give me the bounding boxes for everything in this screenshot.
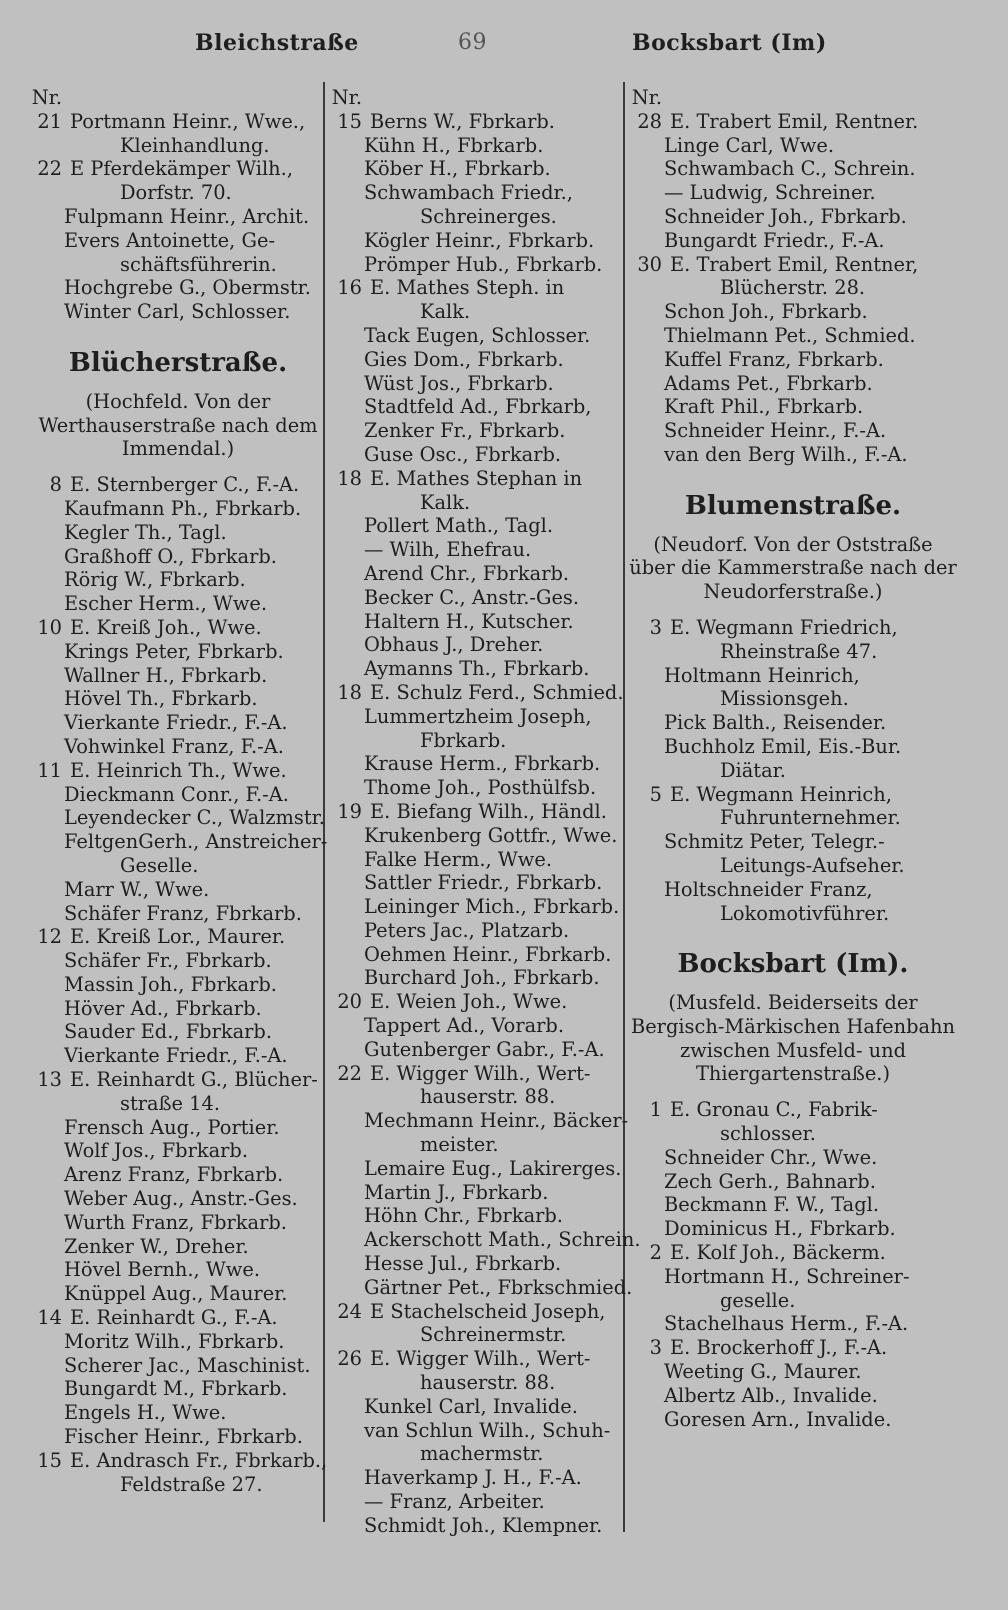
- entry-continuation: Leitungs-Aufseher.: [720, 853, 905, 877]
- resident-entry: Prömper Hub., Fbrkarb.: [364, 252, 603, 276]
- entry-line: [628, 1098, 958, 1122]
- resident-entry: Beckmann F. W., Tagl.: [664, 1193, 879, 1217]
- spacer: [628, 604, 958, 616]
- entry-line: [28, 1306, 328, 1330]
- resident-entry: Wüst Jos., Fbrkarb.: [364, 371, 554, 395]
- house-number: Nr.: [331, 86, 362, 109]
- entry-continuation: Kleinhandlung.: [120, 133, 270, 157]
- resident-entry: Gärtner Pet., Fbrkschmied.: [364, 1275, 633, 1299]
- house-number: Nr.: [631, 86, 662, 109]
- resident-entry: Weeting G., Maurer.: [664, 1360, 862, 1384]
- street-description: (Neudorf. Von der Oststraße über die Kammerstraße nach der Neudorferstraße.): [629, 532, 957, 604]
- resident-entry: Gutenberger Gabr., F.-A.: [364, 1037, 605, 1061]
- resident-entry: Lemaire Eug., Lakirerges.: [364, 1156, 622, 1180]
- entry-text: E. Wegmann Heinrich,: [670, 782, 892, 806]
- house-number: 22: [337, 1061, 362, 1085]
- resident-entry: Schneider Heinr., F.-A.: [664, 419, 887, 443]
- resident-entry: van den Berg Wilh., F.-A.: [664, 442, 908, 466]
- resident-entry: Vierkante Friedr., F.-A.: [64, 711, 288, 735]
- resident-entry: Knüppel Aug., Maurer.: [64, 1282, 288, 1306]
- header-left-street: Bleichstraße: [195, 30, 359, 56]
- resident-entry: Kögler Heinr., Fbrkarb.: [364, 228, 595, 252]
- entry-line: [28, 473, 328, 497]
- entry-text: E Pferdekämper Wilh.,: [70, 157, 294, 181]
- resident-entry: Schäfer Fr., Fbrkarb.: [64, 949, 272, 973]
- entry-line: [28, 925, 328, 949]
- entry-text: Portmann Heinr., Wwe.,: [70, 109, 306, 133]
- entry-text: E. Kreiß Joh., Wwe.: [70, 615, 262, 639]
- resident-entry: Goresen Arn., Invalide.: [664, 1407, 892, 1431]
- entry-text: E. Reinhardt G., F.-A.: [70, 1306, 278, 1330]
- resident-entry: Hochgrebe G., Obermstr.: [64, 276, 311, 300]
- entry-text: E. Wigger Wilh., Wert-: [370, 1061, 591, 1085]
- resident-entry: Becker C., Anstr.-Ges.: [364, 585, 580, 609]
- resident-entry: Schon Joh., Fbrkarb.: [664, 300, 868, 324]
- entry-continuation: Geselle.: [120, 853, 199, 877]
- entry-line: [628, 1336, 958, 1360]
- street-description: (Hochfeld. Von der Werthauserstraße nach dem Immendal.): [38, 389, 318, 461]
- resident-entry: Gies Dom., Fbrkarb.: [364, 347, 564, 371]
- spacer: [28, 324, 328, 348]
- resident-entry: Thielmann Pet., Schmied.: [664, 323, 916, 347]
- entry-continuation: Lokomotivführer.: [720, 901, 890, 925]
- house-number: 15: [37, 1448, 62, 1472]
- resident-entry: Kuffel Franz, Fbrkarb.: [664, 347, 884, 371]
- entry-text: E. Kreiß Lor., Maurer.: [70, 925, 286, 949]
- resident-entry: Rörig W., Fbrkarb.: [64, 568, 246, 592]
- resident-entry: Stadtfeld Ad., Fbrkarb,: [364, 395, 592, 419]
- resident-entry: Engels H., Wwe.: [64, 1401, 227, 1425]
- house-number: Nr.: [31, 86, 62, 109]
- entry-continuation: hauserstr. 88.: [420, 1085, 556, 1109]
- house-number: 10: [37, 615, 62, 639]
- entry-continuation: Blücherstr. 28.: [720, 276, 866, 300]
- resident-entry: Escher Herm., Wwe.: [64, 592, 268, 616]
- entry-continuation: Kalk.: [420, 490, 471, 514]
- resident-entry: Wurth Franz, Fbrkarb.: [64, 1210, 287, 1234]
- resident-entry: Schmidt Joh., Klempner.: [364, 1513, 603, 1537]
- resident-entry: Massin Joh., Fbrkarb.: [64, 972, 277, 996]
- resident-entry: Sattler Friedr., Fbrkarb.: [364, 871, 603, 895]
- resident-entry: Winter Carl, Schlosser.: [64, 300, 291, 324]
- entry-line: [628, 110, 958, 134]
- resident-entry: Frensch Aug., Portier.: [64, 1115, 280, 1139]
- resident-entry: Kunkel Carl, Invalide.: [364, 1394, 578, 1418]
- street-heading: Blumenstraße.: [684, 490, 902, 521]
- resident-entry: Krings Peter, Fbrkarb.: [64, 639, 284, 663]
- entry-line: [328, 681, 624, 705]
- resident-entry: Fulpmann Heinr., Archit.: [64, 204, 310, 228]
- entry-line: [328, 86, 624, 110]
- entry-line: [628, 783, 958, 807]
- house-number: 3: [649, 615, 662, 639]
- resident-entry: Oehmen Heinr., Fbrkarb.: [364, 942, 612, 966]
- resident-entry: Martin J., Fbrkarb.: [364, 1180, 549, 1204]
- entry-text: E. Wegmann Friedrich,: [670, 615, 898, 639]
- house-number: 13: [37, 1068, 62, 1092]
- resident-entry: Zenker W., Dreher.: [64, 1234, 249, 1258]
- resident-entry: Tappert Ad., Vorarb.: [364, 1014, 564, 1038]
- house-number: 12: [37, 925, 62, 949]
- resident-entry: Burchard Joh., Fbrkarb.: [364, 966, 600, 990]
- entry-text: E. Schulz Ferd., Schmied.: [370, 680, 624, 704]
- entry-continuation: schlosser.: [720, 1122, 816, 1146]
- entry-line: [28, 157, 328, 181]
- column-3: [628, 86, 958, 1431]
- resident-entry: Vohwinkel Franz, F.-A.: [64, 734, 284, 758]
- entry-continuation: Fbrkarb.: [420, 728, 507, 752]
- header-right-street: Bocksbart (Im): [632, 30, 827, 56]
- resident-entry: Kegler Th., Tagl.: [64, 520, 227, 544]
- spacer: [628, 979, 958, 991]
- house-number: 15: [337, 109, 362, 133]
- entry-text: E Stachelscheid Joseph,: [370, 1299, 606, 1323]
- resident-entry: Sauder Ed., Fbrkarb.: [64, 1020, 273, 1044]
- entry-continuation: meister.: [420, 1133, 499, 1157]
- entry-text: E. Heinrich Th., Wwe.: [70, 758, 287, 782]
- column-2: [328, 86, 641, 1538]
- resident-entry: Marr W., Wwe.: [64, 877, 210, 901]
- resident-entry: Weber Aug., Anstr.-Ges.: [64, 1187, 298, 1211]
- entry-continuation: Feldstraße 27.: [120, 1472, 263, 1496]
- resident-entry: — Wilh, Ehefrau.: [364, 538, 532, 562]
- entry-continuation: Missionsgeh.: [720, 687, 849, 711]
- resident-entry: Aymanns Th., Fbrkarb.: [364, 657, 590, 681]
- entry-continuation: Rheinstraße 47.: [720, 639, 878, 663]
- resident-entry: Evers Antoinette, Ge-: [64, 228, 275, 252]
- entry-continuation: straße 14.: [120, 1091, 221, 1115]
- entry-line: [628, 86, 958, 110]
- column-1: [28, 86, 328, 1496]
- entry-text: E. Mathes Steph. in: [370, 276, 565, 300]
- house-number: 28: [637, 109, 662, 133]
- resident-entry: Wallner H., Fbrkarb.: [64, 663, 268, 687]
- house-number: 14: [37, 1306, 62, 1330]
- resident-entry: Schneider Joh., Fbrkarb.: [664, 204, 907, 228]
- resident-entry: Höver Ad., Fbrkarb.: [64, 996, 262, 1020]
- entry-text: E. Gronau C., Fabrik-: [670, 1098, 878, 1122]
- resident-entry: Kaufmann Ph., Fbrkarb.: [64, 496, 302, 520]
- resident-entry: Haltern H., Kutscher.: [364, 609, 574, 633]
- entry-line: [28, 110, 328, 134]
- house-number: 22: [37, 157, 62, 181]
- house-number: 16: [337, 276, 362, 300]
- resident-entry: Buchholz Emil, Eis.-Bur.: [664, 734, 902, 758]
- resident-entry: Krukenberg Gottfr., Wwe.: [364, 823, 618, 847]
- entry-text: Berns W., Fbrkarb.: [370, 109, 555, 133]
- resident-entry: Schwambach C., Schrein.: [664, 157, 916, 181]
- resident-entry: Lummertzheim Joseph,: [364, 704, 592, 728]
- resident-entry: Zenker Fr., Fbrkarb.: [364, 419, 566, 443]
- resident-entry: Scherer Jac., Maschinist.: [64, 1353, 311, 1377]
- resident-entry: Krause Herm., Fbrkarb.: [364, 752, 601, 776]
- resident-entry: — Franz, Arbeiter.: [364, 1490, 545, 1514]
- resident-entry: Pick Balth., Reisender.: [664, 711, 887, 735]
- house-number: 11: [37, 758, 62, 782]
- entry-text: E. Trabert Emil, Rentner,: [670, 252, 919, 276]
- entry-text: E. Weien Joh., Wwe.: [370, 990, 568, 1014]
- resident-entry: Moritz Wilh., Fbrkarb.: [64, 1329, 285, 1353]
- house-number: 20: [337, 990, 362, 1014]
- spacer: [628, 467, 958, 491]
- entry-line: [628, 616, 958, 640]
- entry-line: [328, 1300, 624, 1324]
- resident-entry: Arenz Franz, Fbrkarb.: [64, 1163, 284, 1187]
- resident-entry: — Ludwig, Schreiner.: [664, 181, 876, 205]
- resident-entry: van Schlun Wilh., Schuh-: [364, 1418, 611, 1442]
- entry-text: E. Brockerhoff J., F.-A.: [670, 1336, 888, 1360]
- resident-entry: FeltgenGerh., Anstreicher-: [64, 830, 328, 854]
- entry-text: E. Biefang Wilh., Händl.: [370, 799, 607, 823]
- street-heading: Bocksbart (Im).: [677, 949, 909, 980]
- entry-line: [328, 110, 624, 134]
- spacer: [628, 925, 958, 949]
- resident-entry: Wolf Jos., Fbrkarb.: [64, 1139, 249, 1163]
- resident-entry: Ackerschott Math., Schrein.: [364, 1228, 641, 1252]
- entry-line: [28, 1449, 328, 1473]
- resident-entry: Kraft Phil., Fbrkarb.: [664, 395, 864, 419]
- entry-line: [628, 253, 958, 277]
- house-number: 26: [337, 1347, 362, 1371]
- entry-text: E. Trabert Emil, Rentner.: [670, 109, 919, 133]
- spacer: [28, 461, 328, 473]
- spacer: [628, 521, 958, 533]
- entry-continuation: Diätar.: [720, 758, 786, 782]
- house-number: 18: [337, 466, 362, 490]
- resident-entry: Albertz Alb., Invalide.: [664, 1383, 878, 1407]
- resident-entry: Holtmann Heinrich,: [664, 663, 860, 687]
- resident-entry: Linge Carl, Wwe.: [664, 133, 834, 157]
- house-number: 2: [649, 1241, 662, 1265]
- entry-line: [328, 1062, 624, 1086]
- entry-text: E. Kolf Joh., Bäckerm.: [670, 1241, 886, 1265]
- resident-entry: Hövel Th., Fbrkarb.: [64, 687, 258, 711]
- entry-text: E. Sternberger C., F.-A.: [70, 473, 300, 497]
- entry-continuation: hauserstr. 88.: [420, 1371, 556, 1395]
- entry-continuation: Dorfstr. 70.: [120, 181, 232, 205]
- resident-entry: Kühn H., Fbrkarb.: [364, 133, 544, 157]
- resident-entry: Tack Eugen, Schlosser.: [364, 323, 591, 347]
- resident-entry: Guse Osc., Fbrkarb.: [364, 442, 562, 466]
- resident-entry: Schwambach Friedr.,: [364, 181, 573, 205]
- entry-continuation: Schreinerges.: [420, 204, 557, 228]
- resident-entry: Hövel Bernh., Wwe.: [64, 1258, 261, 1282]
- resident-entry: Falke Herm., Wwe.: [364, 847, 552, 871]
- resident-entry: Thome Joh., Posthülfsb.: [364, 776, 597, 800]
- resident-entry: Hesse Jul., Fbrkarb.: [364, 1252, 562, 1276]
- resident-entry: Graßhoff O., Fbrkarb.: [64, 544, 277, 568]
- entry-line: [328, 276, 624, 300]
- house-number: 19: [337, 799, 362, 823]
- resident-entry: Schäfer Franz, Fbrkarb.: [64, 901, 302, 925]
- entry-continuation: Schreinermstr.: [420, 1323, 567, 1347]
- resident-entry: Schmitz Peter, Telegr.-: [664, 830, 885, 854]
- street-description: (Musfeld. Beiderseits der Bergisch-Märkischen Hafenbahn zwischen Musfeld- und Thiergartenstraße.): [630, 991, 956, 1086]
- resident-entry: Dieckmann Conr., F.-A.: [64, 782, 289, 806]
- resident-entry: Haverkamp J. H., F.-A.: [364, 1466, 582, 1490]
- resident-entry: Köber H., Fbrkarb.: [364, 157, 551, 181]
- resident-entry: Adams Pet., Fbrkarb.: [664, 371, 873, 395]
- entry-line: [28, 86, 328, 110]
- house-number: 24: [337, 1299, 362, 1323]
- entry-continuation: Fuhrunternehmer.: [720, 806, 901, 830]
- entry-line: [328, 990, 624, 1014]
- resident-entry: Pollert Math., Tagl.: [364, 514, 553, 538]
- resident-entry: Holtschneider Franz,: [664, 877, 873, 901]
- resident-entry: Bungardt M., Fbrkarb.: [64, 1377, 288, 1401]
- entry-line: [328, 1347, 624, 1371]
- resident-entry: Arend Chr., Fbrkarb.: [364, 561, 570, 585]
- spacer: [628, 1086, 958, 1098]
- spacer: [28, 378, 328, 390]
- house-number: 18: [337, 680, 362, 704]
- resident-entry: Bungardt Friedr., F.-A.: [664, 228, 885, 252]
- resident-entry: Leyendecker C., Walzmstr.: [64, 806, 325, 830]
- house-number: 8: [49, 473, 62, 497]
- resident-entry: Schneider Chr., Wwe.: [664, 1145, 878, 1169]
- resident-entry: Stachelhaus Herm., F.-A.: [664, 1312, 909, 1336]
- entry-text: E. Andrasch Fr., Fbrkarb.,: [70, 1448, 328, 1472]
- entry-continuation: machermstr.: [420, 1442, 544, 1466]
- entry-line: [628, 1241, 958, 1265]
- entry-line: [328, 800, 624, 824]
- entry-continuation: schäftsführerin.: [120, 252, 277, 276]
- entry-text: E. Mathes Stephan in: [370, 466, 583, 490]
- resident-entry: Obhaus J., Dreher.: [364, 633, 544, 657]
- resident-entry: Fischer Heinr., Fbrkarb.: [64, 1425, 303, 1449]
- resident-entry: Leininger Mich., Fbrkarb.: [364, 895, 620, 919]
- resident-entry: Dominicus H., Fbrkarb.: [664, 1217, 896, 1241]
- entry-text: E. Wigger Wilh., Wert-: [370, 1347, 591, 1371]
- entry-line: [328, 467, 624, 491]
- resident-entry: Hortmann H., Schreiner-: [664, 1264, 910, 1288]
- resident-entry: Vierkante Friedr., F.-A.: [64, 1044, 288, 1068]
- street-heading: Blücherstraße.: [68, 347, 288, 378]
- entry-line: [28, 616, 328, 640]
- entry-continuation: Kalk.: [420, 300, 471, 324]
- entry-text: E. Reinhardt G., Blücher-: [70, 1068, 318, 1092]
- house-number: 30: [637, 252, 662, 276]
- entry-continuation: geselle.: [720, 1288, 796, 1312]
- resident-entry: Peters Jac., Platzarb.: [364, 918, 570, 942]
- resident-entry: Zech Gerh., Bahnarb.: [664, 1169, 876, 1193]
- house-number: 3: [649, 1336, 662, 1360]
- entry-line: [28, 759, 328, 783]
- page-number: 69: [458, 30, 487, 55]
- house-number: 1: [649, 1098, 662, 1122]
- house-number: 21: [37, 109, 62, 133]
- house-number: 5: [649, 782, 662, 806]
- entry-line: [28, 1068, 328, 1092]
- resident-entry: Höhn Chr., Fbrkarb.: [364, 1204, 563, 1228]
- resident-entry: Mechmann Heinr., Bäcker-: [364, 1109, 629, 1133]
